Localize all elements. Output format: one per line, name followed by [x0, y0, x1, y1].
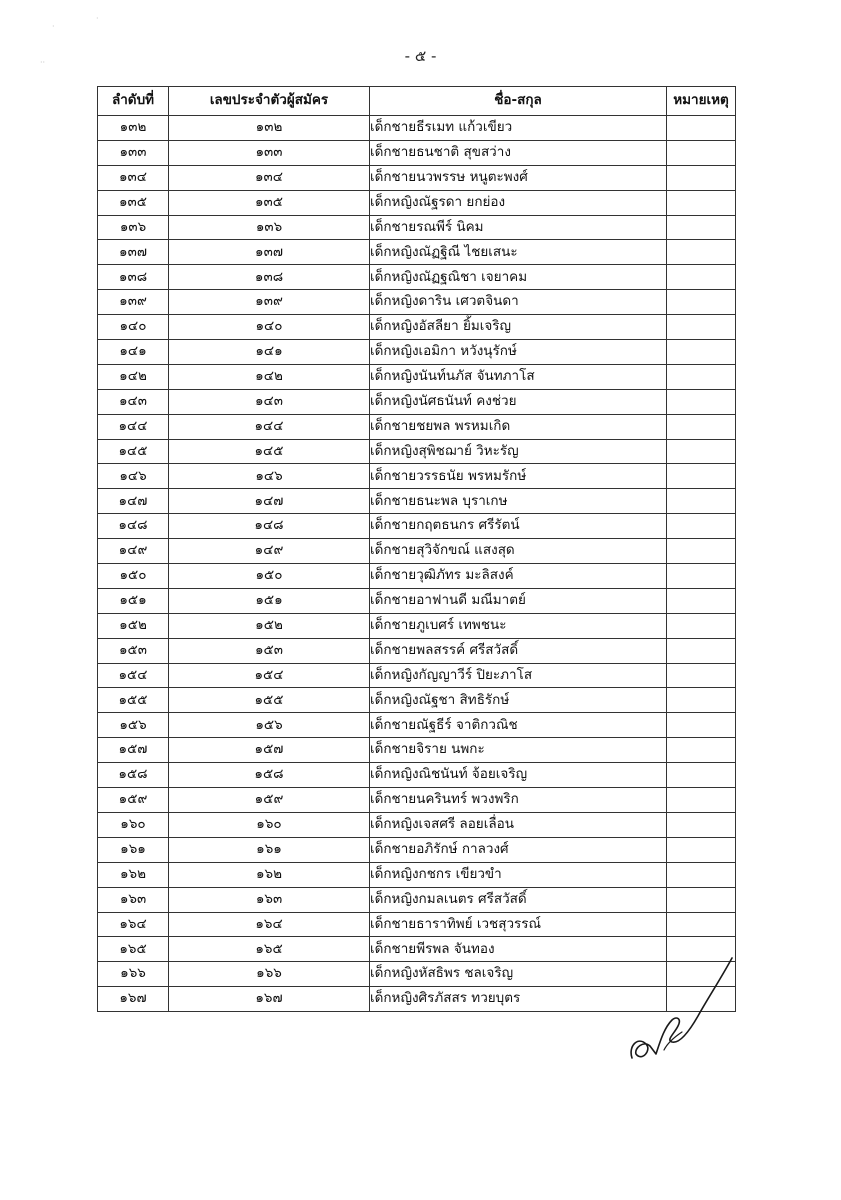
table-row	[98, 464, 736, 489]
applicant-table	[97, 86, 736, 1012]
cell-name: เด็กชายพีรพล จันทอง	[370, 937, 667, 962]
table-row	[98, 240, 736, 265]
cell-name: เด็กหญิงศิรภัสสร ทวยบุตร	[370, 987, 667, 1012]
cell-order: ๑๔๖	[98, 464, 169, 489]
cell-name: เด็กหญิงกชกร เขียวขำ	[370, 862, 667, 887]
cell-applicant-id: ๑๔๓	[169, 389, 370, 414]
cell-applicant-id: ๑๕๑	[169, 588, 370, 613]
cell-name: เด็กชายจิราย นพกะ	[370, 738, 667, 763]
cell-name: เด็กชายอภิรักษ์ กาลวงศ์	[370, 837, 667, 862]
cell-order: ๑๕๕	[98, 688, 169, 713]
cell-order: ๑๔๑	[98, 340, 169, 365]
cell-applicant-id: ๑๕๕	[169, 688, 370, 713]
cell-applicant-id: ๑๖๒	[169, 862, 370, 887]
cell-note	[667, 663, 736, 688]
table-row	[98, 912, 736, 937]
cell-name: เด็กชายธนะพล บุราเกษ	[370, 489, 667, 514]
table-row	[98, 165, 736, 190]
cell-applicant-id: ๑๔๑	[169, 340, 370, 365]
cell-order: ๑๕๓	[98, 638, 169, 663]
cell-name: เด็กหญิงอัสลียา ยิ้มเจริญ	[370, 315, 667, 340]
cell-applicant-id: ๑๕๗	[169, 738, 370, 763]
table-row	[98, 340, 736, 365]
cell-note	[667, 364, 736, 389]
cell-name: เด็กชายชยพล พรหมเกิด	[370, 414, 667, 439]
table-row	[98, 215, 736, 240]
cell-order: ๑๖๕	[98, 937, 169, 962]
scan-speck: ··	[40, 58, 46, 67]
cell-note	[667, 140, 736, 165]
cell-applicant-id: ๑๖๐	[169, 812, 370, 837]
cell-order: ๑๕๐	[98, 564, 169, 589]
cell-note	[667, 215, 736, 240]
cell-note	[667, 763, 736, 788]
cell-name: เด็กหญิงนันท์นภัส จันทภาโส	[370, 364, 667, 389]
cell-applicant-id: ๑๔๗	[169, 489, 370, 514]
cell-applicant-id: ๑๓๘	[169, 265, 370, 290]
table-row	[98, 364, 736, 389]
table-row	[98, 837, 736, 862]
cell-applicant-id: ๑๕๙	[169, 788, 370, 813]
cell-applicant-id: ๑๖๕	[169, 937, 370, 962]
cell-name: เด็กชายอาฟานดี มณีมาตย์	[370, 588, 667, 613]
cell-note	[667, 165, 736, 190]
table-row	[98, 638, 736, 663]
cell-order: ๑๓๗	[98, 240, 169, 265]
cell-note	[667, 514, 736, 539]
cell-order: ๑๖๔	[98, 912, 169, 937]
table-row	[98, 613, 736, 638]
table-row	[98, 116, 736, 141]
cell-name: เด็กชายณัฐธีร์ จาติกวณิช	[370, 713, 667, 738]
cell-order: ๑๔๒	[98, 364, 169, 389]
cell-note	[667, 464, 736, 489]
cell-order: ๑๖๐	[98, 812, 169, 837]
table-row	[98, 788, 736, 813]
cell-name: เด็กชายสุวิจักขณ์ แสงสุด	[370, 539, 667, 564]
cell-applicant-id: ๑๓๗	[169, 240, 370, 265]
cell-order: ๑๕๗	[98, 738, 169, 763]
cell-note	[667, 240, 736, 265]
cell-name: เด็กชายนครินทร์ พวงพริก	[370, 788, 667, 813]
table-row	[98, 514, 736, 539]
cell-applicant-id: ๑๖๗	[169, 987, 370, 1012]
cell-applicant-id: ๑๔๔	[169, 414, 370, 439]
table-row	[98, 439, 736, 464]
cell-note	[667, 439, 736, 464]
cell-name: เด็กชายพลสรรค์ ศรีสวัสดิ์	[370, 638, 667, 663]
header-full-name: ชื่อ-สกุล	[370, 87, 667, 116]
table-row	[98, 763, 736, 788]
table-row	[98, 140, 736, 165]
cell-order: ๑๓๖	[98, 215, 169, 240]
cell-order: ๑๕๘	[98, 763, 169, 788]
cell-applicant-id: ๑๔๖	[169, 464, 370, 489]
cell-name: เด็กหญิงเจสศรี ลอยเลื่อน	[370, 812, 667, 837]
cell-note	[667, 738, 736, 763]
cell-note	[667, 688, 736, 713]
cell-note	[667, 116, 736, 141]
cell-applicant-id: ๑๕๔	[169, 663, 370, 688]
table-row	[98, 290, 736, 315]
header-order: ลำดับที่	[98, 87, 169, 116]
header-remarks: หมายเหตุ	[667, 87, 736, 116]
cell-name: เด็กชายกฤตธนกร ศรีรัตน์	[370, 514, 667, 539]
cell-order: ๑๖๓	[98, 887, 169, 912]
cell-name: เด็กชายวรรธนัย พรหมรักษ์	[370, 464, 667, 489]
cell-note	[667, 788, 736, 813]
scan-speck: ·	[52, 22, 55, 31]
cell-order: ๑๓๔	[98, 165, 169, 190]
cell-note	[667, 389, 736, 414]
cell-order: ๑๔๘	[98, 514, 169, 539]
signature-icon	[620, 950, 740, 1080]
cell-note	[667, 812, 736, 837]
cell-name: เด็กหญิงณัฏฐณิชา เจยาคม	[370, 265, 667, 290]
table-row	[98, 663, 736, 688]
cell-note	[667, 340, 736, 365]
cell-name: เด็กชายรณพีร์ นิคม	[370, 215, 667, 240]
table-row	[98, 414, 736, 439]
table-row	[98, 539, 736, 564]
cell-name: เด็กหญิงณัฐชา สิทธิรักษ์	[370, 688, 667, 713]
cell-applicant-id: ๑๔๐	[169, 315, 370, 340]
cell-name: เด็กชายนวพรรษ หนูตะพงศ์	[370, 165, 667, 190]
cell-note	[667, 862, 736, 887]
cell-note	[667, 290, 736, 315]
cell-order: ๑๕๒	[98, 613, 169, 638]
cell-order: ๑๓๓	[98, 140, 169, 165]
page-number: - ๕ -	[404, 47, 437, 65]
cell-order: ๑๕๔	[98, 663, 169, 688]
cell-order: ๑๔๗	[98, 489, 169, 514]
cell-name: เด็กหญิงณัฏฐิณี ไชยเสนะ	[370, 240, 667, 265]
cell-order: ๑๖๑	[98, 837, 169, 862]
cell-note	[667, 539, 736, 564]
cell-applicant-id: ๑๓๔	[169, 165, 370, 190]
cell-note	[667, 912, 736, 937]
cell-applicant-id: ๑๕๖	[169, 713, 370, 738]
table-row	[98, 713, 736, 738]
cell-order: ๑๖๒	[98, 862, 169, 887]
cell-order: ๑๔๙	[98, 539, 169, 564]
table-row	[98, 389, 736, 414]
cell-order: ๑๓๒	[98, 116, 169, 141]
cell-order: ๑๔๓	[98, 389, 169, 414]
cell-name: เด็กหญิงกัญญาวีร์ ปิยะภาโส	[370, 663, 667, 688]
table-row	[98, 738, 736, 763]
table-row	[98, 862, 736, 887]
cell-applicant-id: ๑๓๒	[169, 116, 370, 141]
cell-name: เด็กหญิงณิชนันท์ จ้อยเจริญ	[370, 763, 667, 788]
table-row	[98, 315, 736, 340]
table-row	[98, 489, 736, 514]
cell-order: ๑๔๔	[98, 414, 169, 439]
header-applicant-id: เลขประจำตัวผู้สมัคร	[169, 87, 370, 116]
cell-name: เด็กชายภูเบศร์ เทพชนะ	[370, 613, 667, 638]
scan-speck: ·	[96, 14, 99, 23]
cell-name: เด็กชายธนชาติ สุขสว่าง	[370, 140, 667, 165]
cell-name: เด็กหญิงเอมิกา หวังนุรักษ์	[370, 340, 667, 365]
table-row	[98, 588, 736, 613]
cell-applicant-id: ๑๕๐	[169, 564, 370, 589]
cell-applicant-id: ๑๓๓	[169, 140, 370, 165]
cell-note	[667, 190, 736, 215]
cell-order: ๑๔๕	[98, 439, 169, 464]
cell-note	[667, 564, 736, 589]
cell-note	[667, 588, 736, 613]
cell-name: เด็กชายวุฒิภัทร มะลิสงค์	[370, 564, 667, 589]
cell-order: ๑๕๑	[98, 588, 169, 613]
table-row	[98, 887, 736, 912]
cell-name: เด็กหญิงกมลเนตร ศรีสวัสดิ์	[370, 887, 667, 912]
cell-applicant-id: ๑๕๒	[169, 613, 370, 638]
table-header-row	[98, 87, 736, 116]
cell-applicant-id: ๑๖๓	[169, 887, 370, 912]
cell-note	[667, 315, 736, 340]
cell-name: เด็กหญิงดาริน เศวตจินดา	[370, 290, 667, 315]
cell-applicant-id: ๑๕๘	[169, 763, 370, 788]
cell-applicant-id: ๑๖๑	[169, 837, 370, 862]
cell-applicant-id: ๑๔๘	[169, 514, 370, 539]
cell-note	[667, 713, 736, 738]
cell-name: เด็กชายธาราทิพย์ เวชสุวรรณ์	[370, 912, 667, 937]
cell-note	[667, 489, 736, 514]
cell-note	[667, 613, 736, 638]
cell-order: ๑๕๖	[98, 713, 169, 738]
cell-applicant-id: ๑๕๓	[169, 638, 370, 663]
cell-note	[667, 414, 736, 439]
cell-applicant-id: ๑๖๖	[169, 962, 370, 987]
cell-name: เด็กหญิงณัฐรดา ยกย่อง	[370, 190, 667, 215]
cell-order: ๑๔๐	[98, 315, 169, 340]
cell-applicant-id: ๑๔๒	[169, 364, 370, 389]
table-row	[98, 812, 736, 837]
cell-order: ๑๕๙	[98, 788, 169, 813]
cell-applicant-id: ๑๓๕	[169, 190, 370, 215]
table-row	[98, 265, 736, 290]
cell-note	[667, 265, 736, 290]
cell-name: เด็กหญิงสุพิชฌาย์ วิหะรัญ	[370, 439, 667, 464]
cell-name: เด็กหญิงนัศธนันท์ คงช่วย	[370, 389, 667, 414]
cell-applicant-id: ๑๓๖	[169, 215, 370, 240]
cell-applicant-id: ๑๔๕	[169, 439, 370, 464]
cell-note	[667, 887, 736, 912]
cell-order: ๑๓๙	[98, 290, 169, 315]
cell-order: ๑๓๕	[98, 190, 169, 215]
table-row	[98, 190, 736, 215]
cell-applicant-id: ๑๓๙	[169, 290, 370, 315]
cell-order: ๑๓๘	[98, 265, 169, 290]
cell-note	[667, 837, 736, 862]
table-row	[98, 564, 736, 589]
cell-order: ๑๖๗	[98, 987, 169, 1012]
cell-name: เด็กหญิงหัสธิพร ชลเจริญ	[370, 962, 667, 987]
cell-applicant-id: ๑๖๔	[169, 912, 370, 937]
cell-note	[667, 638, 736, 663]
cell-order: ๑๖๖	[98, 962, 169, 987]
cell-name: เด็กชายธีรเมท แก้วเขียว	[370, 116, 667, 141]
cell-applicant-id: ๑๔๙	[169, 539, 370, 564]
table-row	[98, 688, 736, 713]
